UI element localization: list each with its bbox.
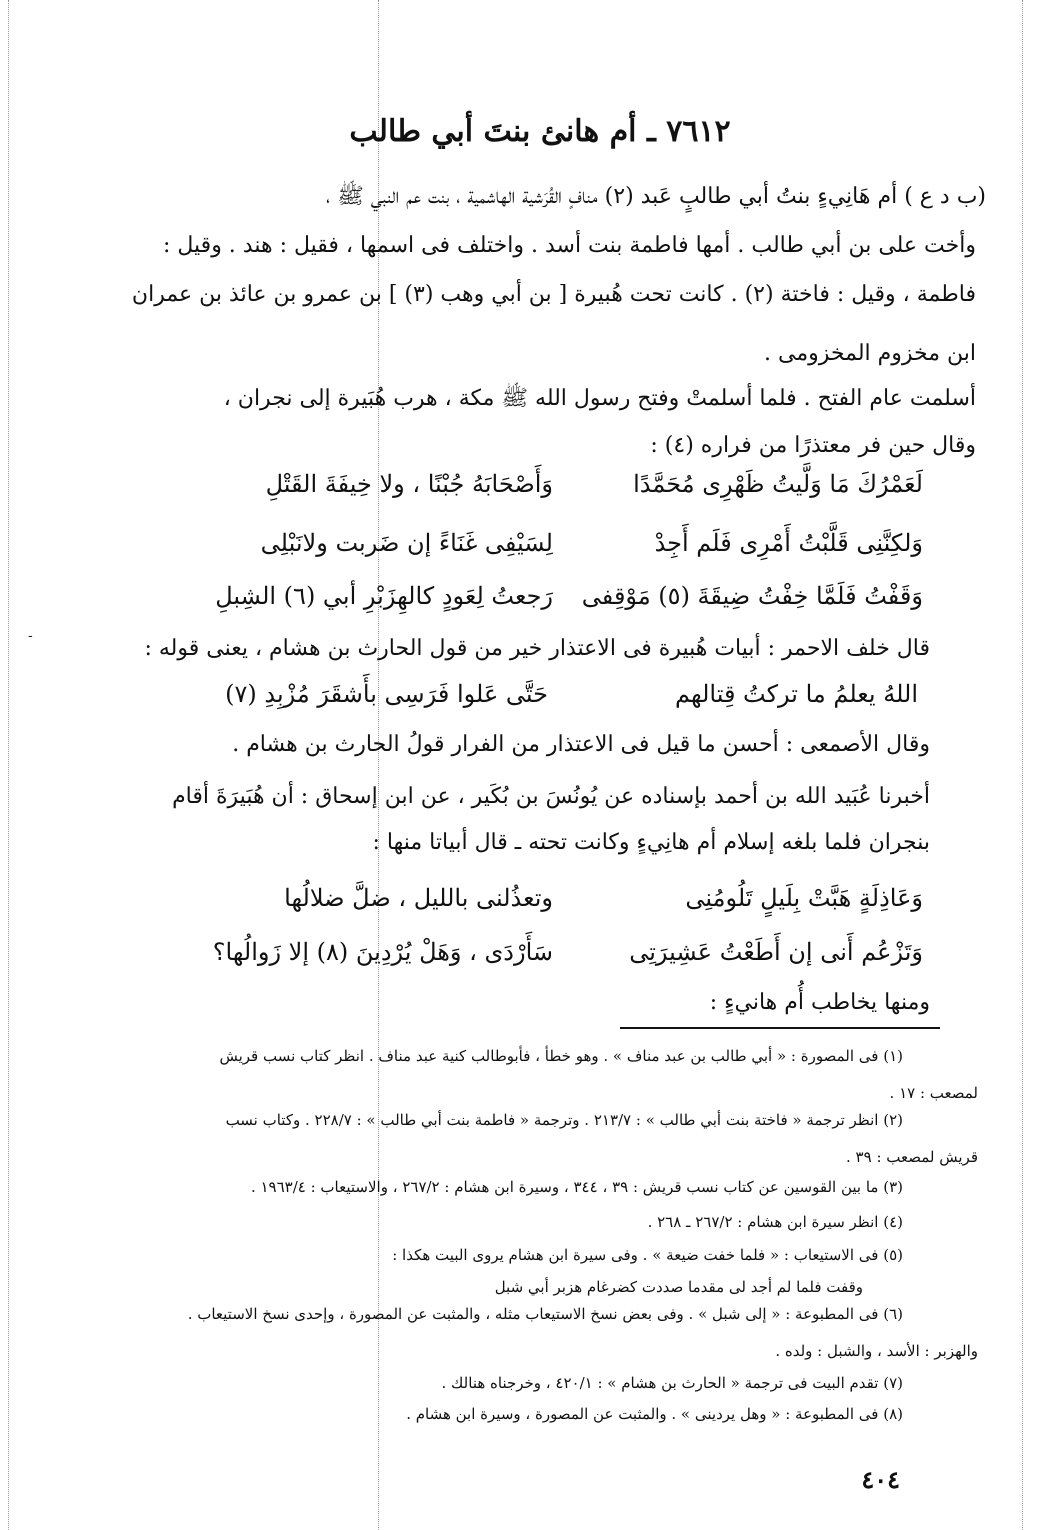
verse-hemistich-first: وَلكِنَّنِى قَلَّبْتُ أَمْرِى فَلَم أَجِدْ [654,529,923,557]
verse-hemistich-second: وتعذُلنى بالليل ، ضلَّ ضلالُها [284,884,553,912]
body-line: أسلمت عام الفتح . فلما أسلمتْ وفتح رسول الله ﷺ مكة ، هرب هُبَيرة إلى نجران ، [223,386,976,411]
verse-hemistich-second: رَجعتُ لِعَودٍ كالهِزَبْرِ أبي (٦) الشِبلِ [215,582,553,610]
verse-line [183,880,923,916]
footnote: (١) فى المصورة : « أبي طالب بن عبد مناف » . وهو خطأ ، فأبوطالب كنية عبد مناف . انظر كتاب نسب قريش [219,1047,903,1065]
verse-line [183,466,923,502]
entry-title: ٧٦١٢ ـ أم هانئ بنتَ أبي طالب [349,114,731,149]
body-line: وأخت على بن أبي طالب . أمها فاطمة بنت أسد . واختلف فى اسمها ، فقيل : هند . وقيل : [162,233,976,258]
footnote-separator [620,1027,940,1029]
body-line: ابن مخزوم المخزومى . [764,341,976,366]
verse-hemistich-second: وَأَصْحَابَهُ جُبْنًا ، ولا خِيفَةَ القَتْلِ [265,470,553,498]
body-line: ومنها يخاطب أُم هانيءٍ : [709,990,930,1015]
footnote: (٥) فى الاستيعاب : « فلما خفت ضيعة » . وفى سيرة ابن هشام يروى البيت هكذا : [392,1246,903,1264]
verse-hemistich-second: حَتَّى عَلوا فَرَسِى بأَشقَرَ مُزْبِدِ (٧) [225,680,548,708]
verse-hemistich-first: وَقَفْتُ فَلَمَّا خِفْتُ ضِيقَةَ (٥) مَوْقِفى [581,582,923,610]
verse-hemistich-first: اللهُ يعلمُ ما تركتُ قِتالهم [675,680,918,708]
footnote: (٤) انظر سيرة ابن هشام : ٢٦٧/٢ ـ ٢٦٨ . [647,1213,903,1231]
verse-hemistich-second: سَأَرْدَى ، وَهَلْ يُرْدِينَ (٨) إلا زَوالُها؟ [212,938,553,966]
body-line: أخبرنا عُبَيد الله بن أحمد بإسناده عن يُونُسَ بن بُكَير ، عن ابن إسحاق : أن هُبَيرَةَ أقام [172,784,930,809]
margin-mark: - [28,628,33,644]
body-line: (ب د ع ) أم هَانِيءٍ بنتُ أبي طالبٍ عَبد (٢) منافٍ القُرَشية الهاشمية ، بنت عم النبي ﷺ ، [325,184,986,209]
verse-hemistich-first: لَعَمْرُكَ مَا وَلَّيتُ ظَهْرِى مُحَمَّدًا [633,470,923,498]
footnote: وقفت فلما لم أجد لى مقدما صددت كضرغام هزبر أبي شبل [494,1278,863,1296]
footnote: (٧) تقدم البيت فى ترجمة « الحارث بن هشام » : ٤٢٠/١ ، وخرجناه هنالك . [441,1374,903,1392]
verse-hemistich-second: لِسَيْفِى غَنَاءً إن ضَربت ولانَبْلِى [260,529,553,557]
scan-edge-line-left [8,0,9,1530]
page-number: ٤٠٤ [861,1465,900,1494]
verse-line [183,525,923,561]
verse-hemistich-first: وَتَزْعُم أَنى إن أَطَعْتُ عَشِيرَتِى [629,938,923,966]
verse-line [183,578,923,614]
footnote: لمصعب : ١٧ . [889,1084,978,1102]
footnote: (٨) فى المطبوعة : « وهل يردينى » . والمثبت عن المصورة ، وسيرة ابن هشام . [406,1405,903,1423]
body-line: قال خلف الاحمر : أبيات هُبيرة فى الاعتذار خير من قول الحارث بن هشام ، يعنى قوله : [144,636,930,661]
verse-hemistich-first: وَعَاذِلَةٍ هَبَّتْ بِلَيلٍ تَلُومُنِى [685,884,923,912]
footnote: (٦) فى المطبوعة : « إلى شبل » . وفى بعض نسخ الاستيعاب مثله ، والمثبت عن المصورة ، وإحدى نسخ الاستيعاب . [187,1305,903,1323]
verse-line [178,676,918,712]
scan-edge-line-right [1022,0,1023,1530]
verse-line [183,934,923,970]
footnote: قريش لمصعب : ٣٩ . [846,1148,978,1166]
footnote: والهزبر : الأسد ، والشبل : ولده . [775,1342,978,1360]
body-line: بنجران فلما بلغه إسلام أم هانِيءٍ وكانت تحته ـ قال أبياتا منها : [372,830,930,855]
footnote: (٣) ما بين القوسين عن كتاب نسب قريش : ٣٩ ، ٣٤٤ ، وسيرة ابن هشام : ٢٦٧/٢ ، والاستيعاب : ١٩٦٣/٤ . [250,1178,903,1196]
body-line: فاطمة ، وقيل : فاختة (٢) . كانت تحت هُبيرة [ بن أبي وهب (٣) ] بن عمرو بن عائذ بن عمران [131,282,976,307]
body-line: وقال حين فر معتذرًا من فراره (٤) : [650,433,976,458]
footnote: (٢) انظر ترجمة « فاختة بنت أبي طالب » : ٢١٣/٧ . وترجمة « فاطمة بنت أبي طالب » : ٢٢٨/٧ . وكتاب نسب [225,1111,903,1129]
body-line: وقال الأصمعى : أحسن ما قيل فى الاعتذار من الفرار قولُ الحارث بن هشام . [232,732,930,757]
